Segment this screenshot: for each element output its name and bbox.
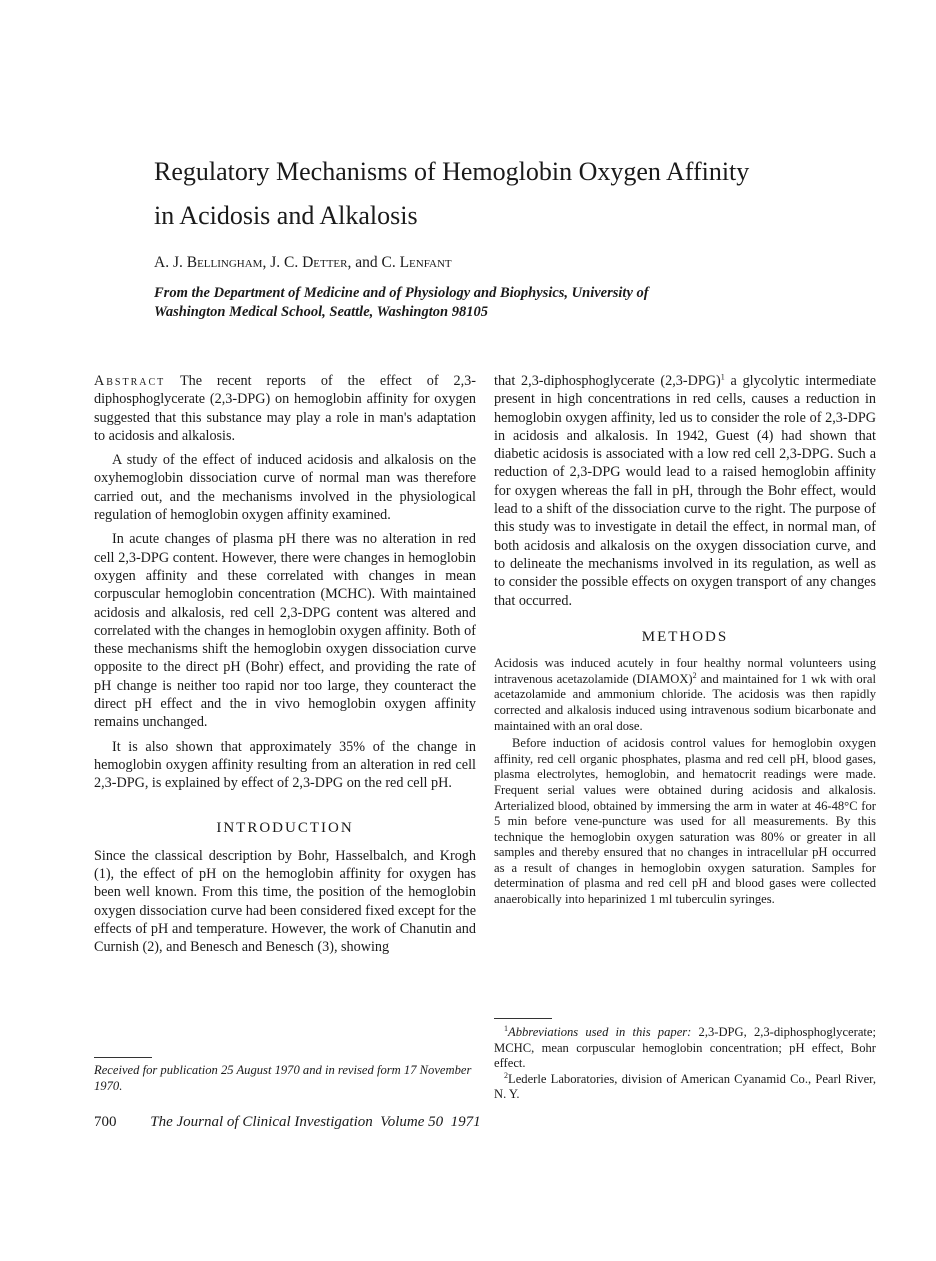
methods-paragraph-2: Before induction of acidosis control values for hemoglobin oxygen affinity, red cell organic phosphates, plasma and red cell pH, blood gases, plasma electrolytes, hemoglobin, and hematocrit readings were made. Frequent serial values were obtained during acidosis and alkalosis. Arterialized blood, obtained by immersing the arm in water at 46-48°C for 5 min before vene-puncture was used for all measurements. By this technique the hemoglobin oxygen saturation was 80% or greater in all samples and thereby ensured that no changes in intracellular pH occurred as a result of changes in hemoglobin oxygen saturation. Samples for determination of plasma and red cell pH and blood gases were collected anaerobically into heparinized 1 ml tuberculin syringes. bbox=[494, 736, 876, 907]
author-list bbox=[154, 254, 452, 272]
left-column bbox=[94, 372, 476, 957]
footnote-ref-1: 1 bbox=[720, 372, 725, 382]
abstract-label: Abstract bbox=[94, 373, 166, 389]
abstract-text-1: The recent reports of the effect of 2,3-diphosphoglycerate (2,3-DPG) on hemoglobin affinity for oxygen suggested that this substance may play a role in man's adaptation to acidosis and alkalosis. bbox=[94, 373, 476, 444]
footnote-ref-2: 2 bbox=[692, 670, 697, 680]
methods-paragraph-1 bbox=[494, 656, 876, 734]
abstract-paragraph-2: A study of the effect of induced acidosis and alkalosis on the oxyhemoglobin dissociation curve of normal man was therefore carried out, and the mechanisms involved in the physiological regulation of hemoglobin oxygen affinity examined. bbox=[94, 452, 476, 524]
abstract-paragraph-1 bbox=[94, 372, 476, 445]
abstract-paragraph-3: In acute changes of plasma pH there was no alteration in red cell 2,3-DPG content. However, there were changes in hemoglobin oxygen affinity and these correlated with changes in mean corpuscular hemoglobin concentration (MCHC). With maintained acidosis and alkalosis, red cell 2,3-DPG content was altered and correlated with the changes in hemoglobin oxygen affinity. Both of these mechanisms shift the hemoglobin oxygen dissociation curve opposite to the direct pH (Bohr) effect, and providing the rate of pH change is neither too rapid nor too large, they counteract the direct pH effect and the in vivo hemoglobin oxygen affinity remains unchanged. bbox=[94, 531, 476, 731]
article-title: Regulatory Mechanisms of Hemoglobin Oxygen Affinity in Acidosis and Alkalosis bbox=[154, 157, 750, 230]
affiliation: From the Department of Medicine and of Physiology and Biophysics, University of Washington Medical School, Seattle, Washington 98105 bbox=[154, 285, 649, 320]
introduction-paragraph-1-continued bbox=[494, 372, 876, 610]
received-divider bbox=[94, 1057, 152, 1058]
footnote-divider bbox=[494, 1018, 552, 1019]
abstract-paragraph-4: It is also shown that approximately 35% of the change in hemoglobin oxygen affinity resulting from an alteration in red cell 2,3-DPG, is explained by effect of 2,3-DPG on the red cell pH. bbox=[94, 738, 476, 792]
footnote-1-label: Abbreviations used in this paper: bbox=[508, 1025, 692, 1039]
methods-section bbox=[494, 656, 876, 908]
methods-heading: METHODS bbox=[641, 628, 729, 645]
author-1-initials: A. J. bbox=[154, 254, 187, 271]
right-column bbox=[494, 372, 876, 908]
received-note: Received for publication 25 August 1970 and in revised form 17 November 1970. bbox=[94, 1063, 472, 1093]
page-number: 700 bbox=[94, 1114, 117, 1130]
footnote-2-marker: 2 bbox=[504, 1070, 508, 1080]
author-2-initials: , J. C. bbox=[262, 254, 303, 271]
footnote-1-marker: 1 bbox=[504, 1023, 508, 1033]
methods-text-a: Acidosis was induced acutely in four healthy normal volunteers using intravenous acetazolamide (DIAMOX) bbox=[494, 656, 876, 686]
footnotes bbox=[494, 1008, 876, 1103]
footnote-2-text: Lederle Laboratories, division of American Cyanamid Co., Pearl River, N. Y. bbox=[494, 1071, 876, 1102]
author-1-surname: Bellingham bbox=[186, 254, 263, 271]
introduction-heading: INTRODUCTION bbox=[216, 819, 354, 836]
footnote-1-text: 2,3-DPG, 2,3-diphosphoglycerate; MCHC, mean corpuscular hemoglobin concentration; pH effect, Bohr effect. bbox=[494, 1025, 876, 1071]
author-3-initials: , and C. bbox=[347, 254, 400, 271]
introduction-paragraph-1: Since the classical description by Bohr, Hasselbalch, and Krogh (1), the effect of pH on the hemoglobin affinity for oxygen has been well known. From this time, the position of the hemoglobin oxygen dissociation curve had been considered fixed except for the effects of pH and temperature. However, the work of Chanutin and Curnish (2), and Benesch and Benesch (3), showing bbox=[94, 847, 476, 956]
page-footer bbox=[94, 1114, 481, 1131]
footnote-1 bbox=[494, 1025, 876, 1072]
intro-continued-text-b: a glycolytic intermediate present in high concentrations in red cells, causes a reduction in hemoglobin oxygen affinity, led us to consider the role of 2,3-DPG in acidosis and alkalosis. In 1942, Guest (4) had shown that diabetic acidosis is associated with a low red cell 2,3-DPG. Such a reduction of 2,3-DPG would lead to a raised hemoglobin affinity for oxygen whereas the fall in pH, through the Bohr effect, would lead to a shift of the dissociation curve to the right. The purpose of this study was to investigate in detail the effect, in normal man, of both acidosis and alkalosis on the oxygen dissociation curve, and to delineate the mechanisms involved in its regulation, as well as to consider the possible effects on oxygen transport of any changes that occurred. bbox=[494, 373, 876, 609]
intro-continued-text-a: that 2,3-diphosphoglycerate (2,3-DPG) bbox=[494, 373, 721, 389]
journal-citation: The Journal of Clinical Investigation Volume 50 1971 bbox=[150, 1114, 481, 1130]
methods-text-b: and maintained for 1 wk with oral acetazolamide and ammonium chloride. The acidosis was then rapidly corrected and alkalosis induced using intravenous sodium bicarbonate and maintained with an oral dose. bbox=[494, 671, 876, 733]
author-2-surname: Detter bbox=[302, 254, 348, 271]
footnote-2 bbox=[494, 1072, 876, 1103]
author-3-surname: Lenfant bbox=[399, 254, 452, 271]
